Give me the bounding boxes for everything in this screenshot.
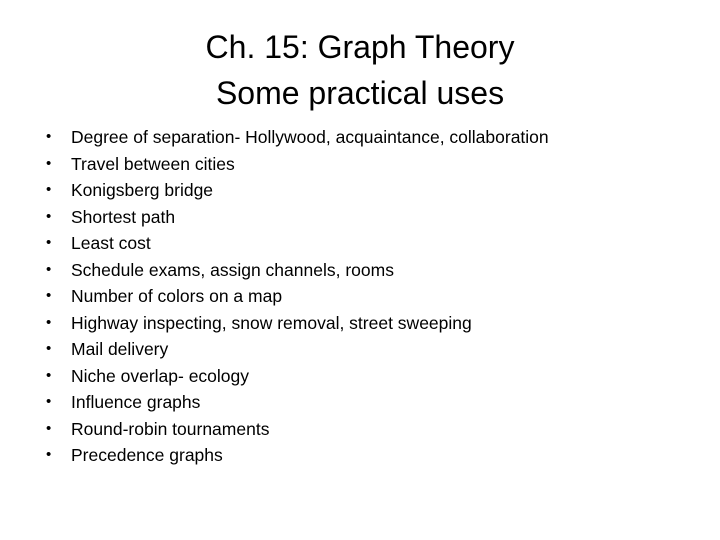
bullet-dot-icon: • <box>46 207 52 225</box>
list-item <box>46 283 696 310</box>
bullet-text: Highway inspecting, snow removal, street sweeping <box>71 312 472 333</box>
list-item <box>46 442 696 469</box>
title-line-2: Some practical uses <box>215 75 505 111</box>
list-item <box>46 363 696 390</box>
bullet-dot-icon: • <box>46 340 52 357</box>
list-item <box>46 389 696 416</box>
slide-title <box>0 24 720 116</box>
list-item <box>46 124 696 151</box>
bullet-text: Precedence graphs <box>71 445 223 465</box>
bullet-text: Konigsberg bridge <box>71 180 214 200</box>
list-item <box>46 177 696 204</box>
list-item <box>46 151 696 178</box>
bullet-text: Number of colors on a map <box>71 286 283 306</box>
bullet-text: Influence graphs <box>71 392 201 412</box>
bullet-dot-icon: • <box>46 393 52 410</box>
bullet-dot-icon: • <box>46 154 52 172</box>
title-line-1: Ch. 15: Graph Theory <box>205 29 515 65</box>
bullet-dot-icon: • <box>46 419 52 437</box>
bullet-dot-icon: • <box>46 128 52 145</box>
list-item <box>46 204 696 231</box>
list-item <box>46 416 696 443</box>
list-item <box>46 336 696 363</box>
bullet-dot-icon: • <box>46 287 52 304</box>
bullet-dot-icon: • <box>46 260 52 278</box>
list-item <box>46 230 696 257</box>
bullet-text: Round-robin tournaments <box>71 418 270 439</box>
list-item <box>46 257 696 284</box>
bullet-dot-icon: • <box>46 446 52 463</box>
bullet-text: Niche overlap- ecology <box>71 365 250 386</box>
bullet-text: Degree of separation- Hollywood, acquaintance, collaboration <box>71 127 549 147</box>
bullet-text: Schedule exams, assign channels, rooms <box>71 259 394 280</box>
bullet-list <box>46 124 696 469</box>
bullet-text: Shortest path <box>71 206 176 227</box>
bullet-dot-icon: • <box>46 366 52 384</box>
bullet-text: Travel between cities <box>71 153 235 174</box>
list-item <box>46 310 696 337</box>
bullet-dot-icon: • <box>46 234 52 251</box>
bullet-text: Mail delivery <box>71 339 169 359</box>
bullet-text: Least cost <box>71 233 151 253</box>
bullet-dot-icon: • <box>46 181 52 198</box>
bullet-dot-icon: • <box>46 313 52 331</box>
